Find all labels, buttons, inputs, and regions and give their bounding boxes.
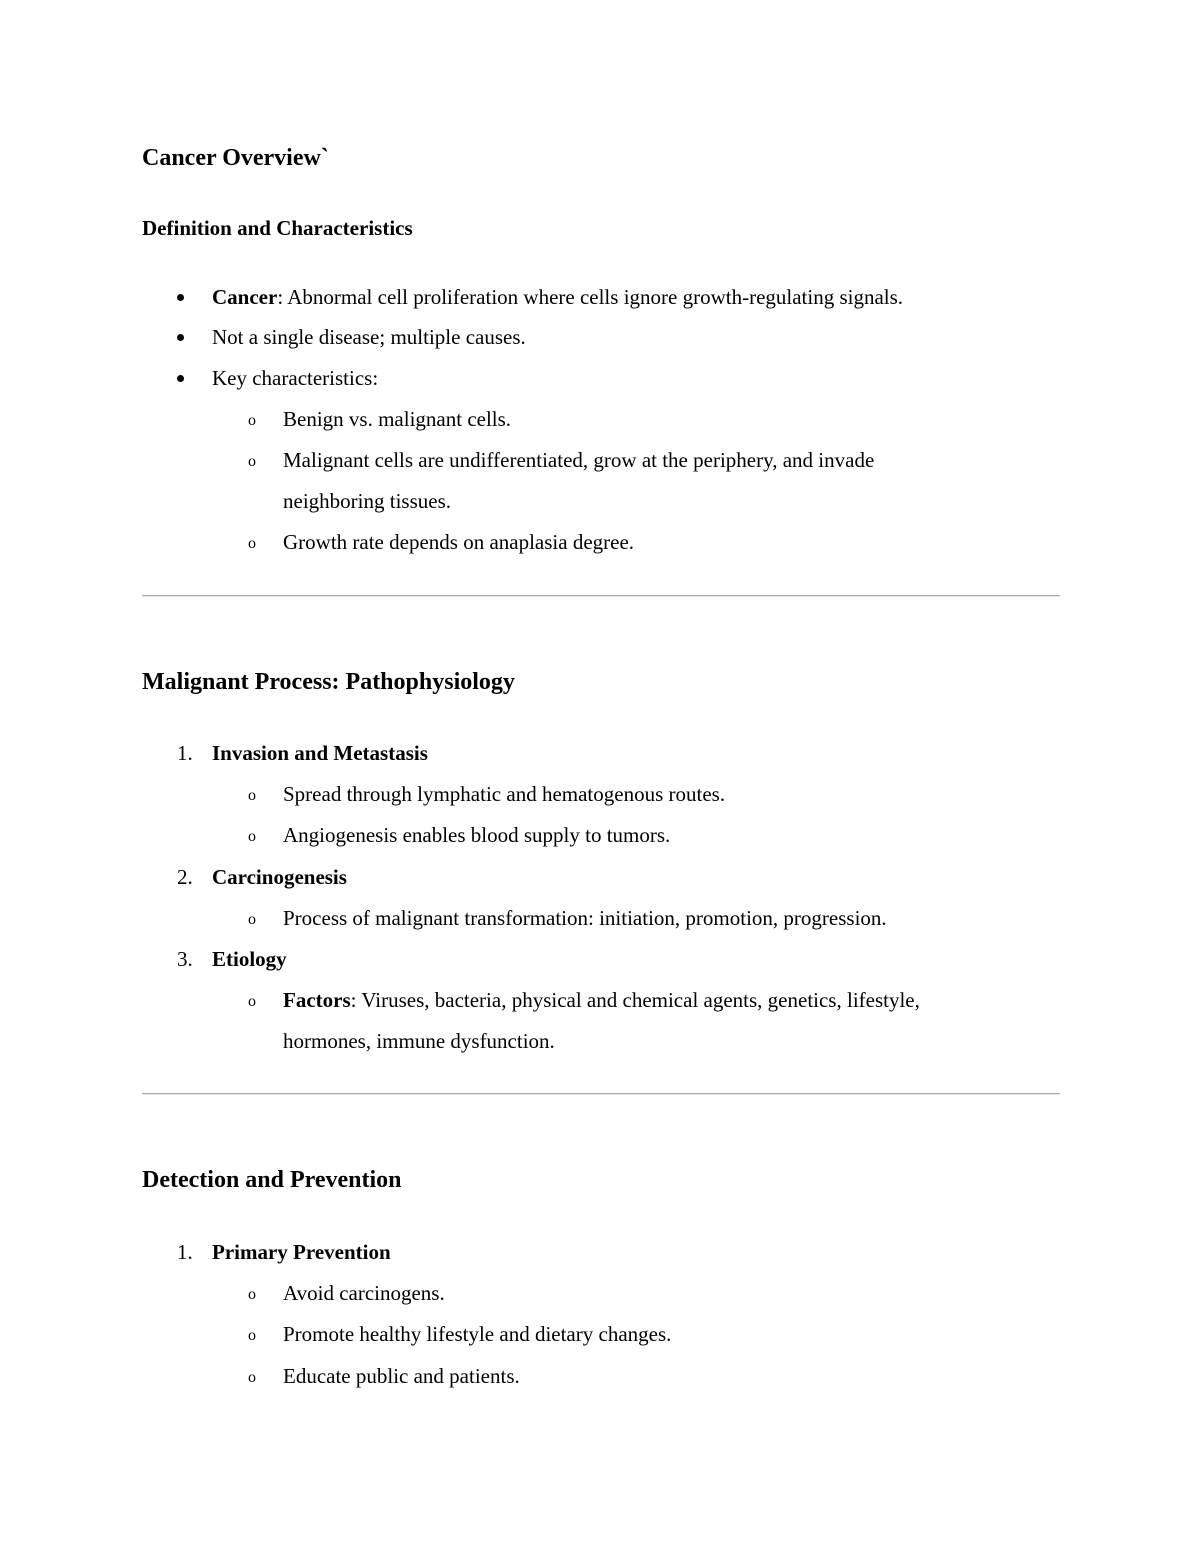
bullet-icon bbox=[177, 334, 184, 341]
sub-list-item: Avoid carcinogens. bbox=[283, 1281, 445, 1305]
sub-list-item: Educate public and patients. bbox=[283, 1364, 520, 1388]
etiology-label: Etiology bbox=[212, 947, 287, 971]
circle-bullet-icon: o bbox=[248, 1369, 256, 1386]
horizontal-rule bbox=[142, 595, 1060, 597]
circle-bullet-icon: o bbox=[248, 828, 256, 845]
circle-bullet-icon: o bbox=[248, 453, 256, 470]
term-cancer-definition: : Abnormal cell proliferation where cells ignore growth-regulating signals. bbox=[277, 285, 904, 309]
term-factors: Factors bbox=[283, 988, 351, 1012]
circle-bullet-icon: o bbox=[248, 911, 256, 928]
list-number: 3. bbox=[177, 947, 193, 971]
carcinogenesis-label: Carcinogenesis bbox=[212, 865, 347, 889]
sub-list-item: Benign vs. malignant cells. bbox=[283, 407, 512, 431]
circle-bullet-icon: o bbox=[248, 993, 256, 1010]
primary-prevention-label: Primary Prevention bbox=[212, 1240, 391, 1264]
sub-list-item: Malignant cells are undifferentiated, grow at the periphery, and invade bbox=[283, 448, 875, 472]
definition-heading: Definition and Characteristics bbox=[142, 216, 413, 240]
list-number: 1. bbox=[177, 741, 193, 765]
list-item bbox=[212, 283, 903, 311]
invasion-metastasis-label: Invasion and Metastasis bbox=[212, 741, 428, 765]
sub-list-item: Promote healthy lifestyle and dietary changes. bbox=[283, 1322, 672, 1346]
circle-bullet-icon: o bbox=[248, 412, 256, 429]
document-title: Cancer Overview` bbox=[142, 145, 329, 171]
bullet-icon bbox=[177, 375, 184, 382]
sub-list-item: Angiogenesis enables blood supply to tumors. bbox=[283, 823, 671, 847]
sub-list-item: Process of malignant transformation: initiation, promotion, progression. bbox=[283, 906, 887, 930]
sub-list-item-continuation: neighboring tissues. bbox=[283, 489, 451, 513]
list-number: 2. bbox=[177, 865, 193, 889]
list-item: Not a single disease; multiple causes. bbox=[212, 325, 526, 349]
factors-text: : Viruses, bacteria, physical and chemical agents, genetics, lifestyle, bbox=[350, 988, 920, 1012]
list-number: 1. bbox=[177, 1240, 193, 1264]
sub-list-item-continuation: hormones, immune dysfunction. bbox=[283, 1029, 555, 1053]
sub-list-item: Spread through lymphatic and hematogenous routes. bbox=[283, 782, 726, 806]
circle-bullet-icon: o bbox=[248, 535, 256, 552]
detection-prevention-heading: Detection and Prevention bbox=[142, 1167, 402, 1193]
malignant-process-heading: Malignant Process: Pathophysiology bbox=[142, 669, 515, 695]
bullet-icon bbox=[177, 294, 184, 301]
horizontal-rule bbox=[142, 1093, 1060, 1095]
sub-list-item: Growth rate depends on anaplasia degree. bbox=[283, 530, 635, 554]
circle-bullet-icon: o bbox=[248, 1327, 256, 1344]
circle-bullet-icon: o bbox=[248, 787, 256, 804]
sub-list-item bbox=[283, 986, 920, 1014]
term-cancer: Cancer bbox=[212, 285, 278, 309]
list-item: Key characteristics: bbox=[212, 366, 379, 390]
circle-bullet-icon: o bbox=[248, 1286, 256, 1303]
